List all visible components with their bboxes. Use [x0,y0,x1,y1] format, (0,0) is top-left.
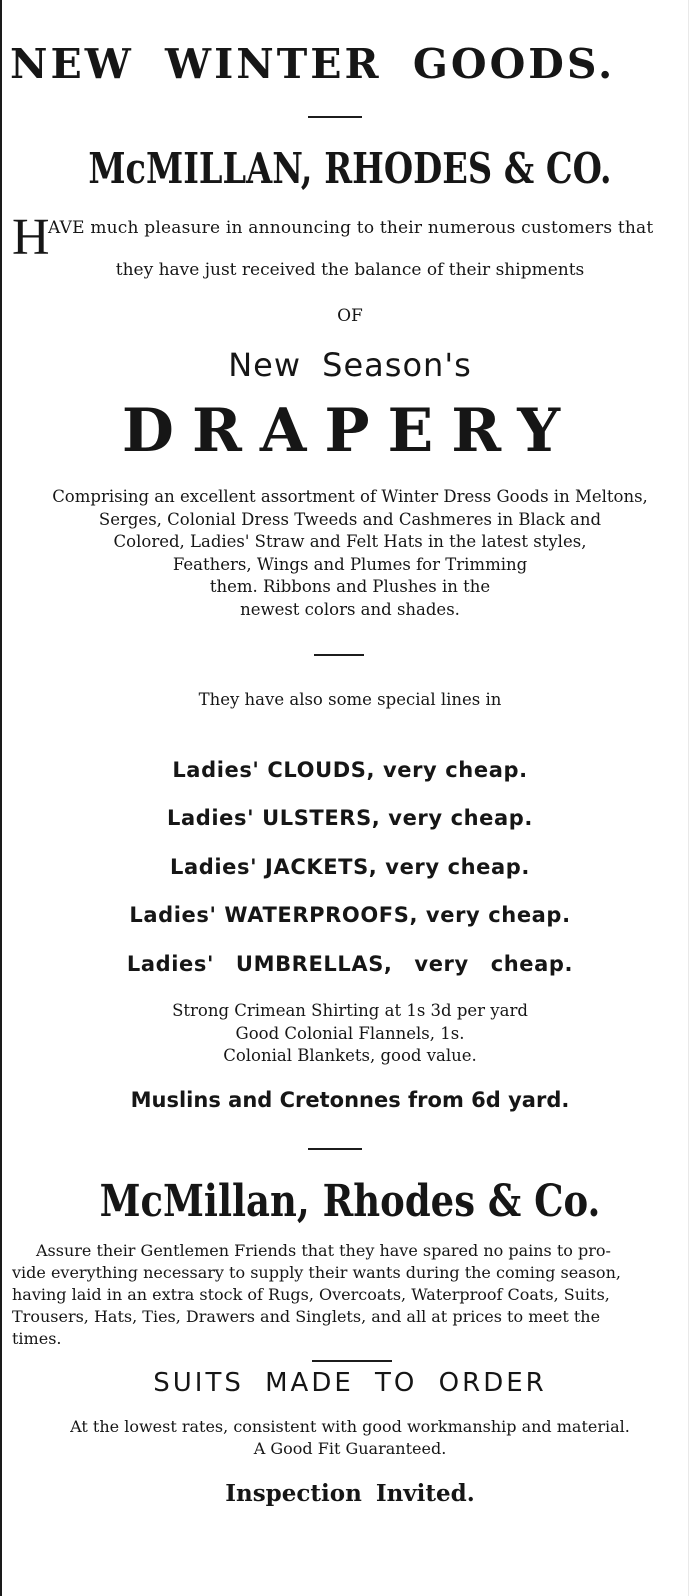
firm-name-heading-2: McMillan, Rhodes & Co. [99,1176,601,1227]
description-line: Colored, Ladies' Straw and Felt Hats in the latest styles, [113,532,587,551]
intro-line: they have just received the balance of their shipments [115,260,585,280]
paragraph-line: A Good Fit Guaranteed. [253,1439,447,1458]
muslins-line: Muslins and Cretonnes from 6d yard. [130,1088,570,1112]
divider-rule [312,1360,392,1362]
paragraph-line: vide everything necessary to supply their wants during the coming season, [12,1263,621,1282]
drapery-heading: DRAPERY [121,396,579,466]
paragraph-line: Trousers, Hats, Ties, Drawers and Singlets, and all at prices to meet the [12,1307,601,1326]
price-line: Strong Crimean Shirting at 1s 3d per yard [172,1001,528,1020]
description-line: newest colors and shades. [240,599,460,619]
intro-line: AVE much pleasure in announcing to their numerous customers that [48,218,654,238]
description-line: Comprising an excellent assortment of Winter Dress Goods in Meltons, [52,487,648,506]
paragraph-line: times. [12,1329,62,1348]
firm-name-heading: McMILLAN, RHODES & CO. [88,144,612,193]
column-border-left [0,0,2,1596]
special-lines-intro: They have also some special lines in [198,690,502,709]
special-line-waterproofs: Ladies' WATERPROOFS, very cheap. [129,903,571,927]
new-season-heading: New Season's [228,346,472,384]
special-line-jackets: Ladies' JACKETS, very cheap. [169,855,530,879]
special-line-ulsters: Ladies' ULSTERS, very cheap. [167,806,533,830]
price-line: Colonial Blankets, good value. [223,1046,477,1065]
divider-rule [314,654,364,656]
intro-paragraph [10,209,690,292]
description-line: Serges, Colonial Dress Tweeds and Cashmeres in Black and [98,509,602,529]
paragraph-line: having laid in an extra stock of Rugs, Overcoats, Waterproof Coats, Suits, [12,1285,610,1304]
headline: NEW WINTER GOODS. [10,40,616,88]
divider-rule [308,116,362,118]
description-line: Feathers, Wings and Plumes for Trimming [172,554,528,574]
price-line: Good Colonial Flannels, 1s. [235,1023,465,1043]
special-line-clouds: Ladies' CLOUDS, very cheap. [172,758,528,782]
price-list [10,1000,690,1068]
drop-cap: H [12,209,50,266]
gentlemen-paragraph [10,1240,690,1350]
inspection-line: Inspection Invited. [225,1480,475,1507]
drapery-description [10,486,690,621]
divider-rule [308,1148,362,1150]
special-line-umbrellas: Ladies' UMBRELLAS, very cheap. [126,952,574,976]
paragraph-line: Assure their Gentlemen Friends that they have spared no pains to pro- [36,1241,611,1260]
description-line: them. Ribbons and Plushes in the [209,577,491,596]
paragraph-line: At the lowest rates, consistent with good workmanship and material. [70,1417,630,1436]
suits-heading: SUITS MADE TO ORDER [153,1368,547,1398]
suits-description [10,1416,690,1460]
of-line: OF [337,306,363,326]
